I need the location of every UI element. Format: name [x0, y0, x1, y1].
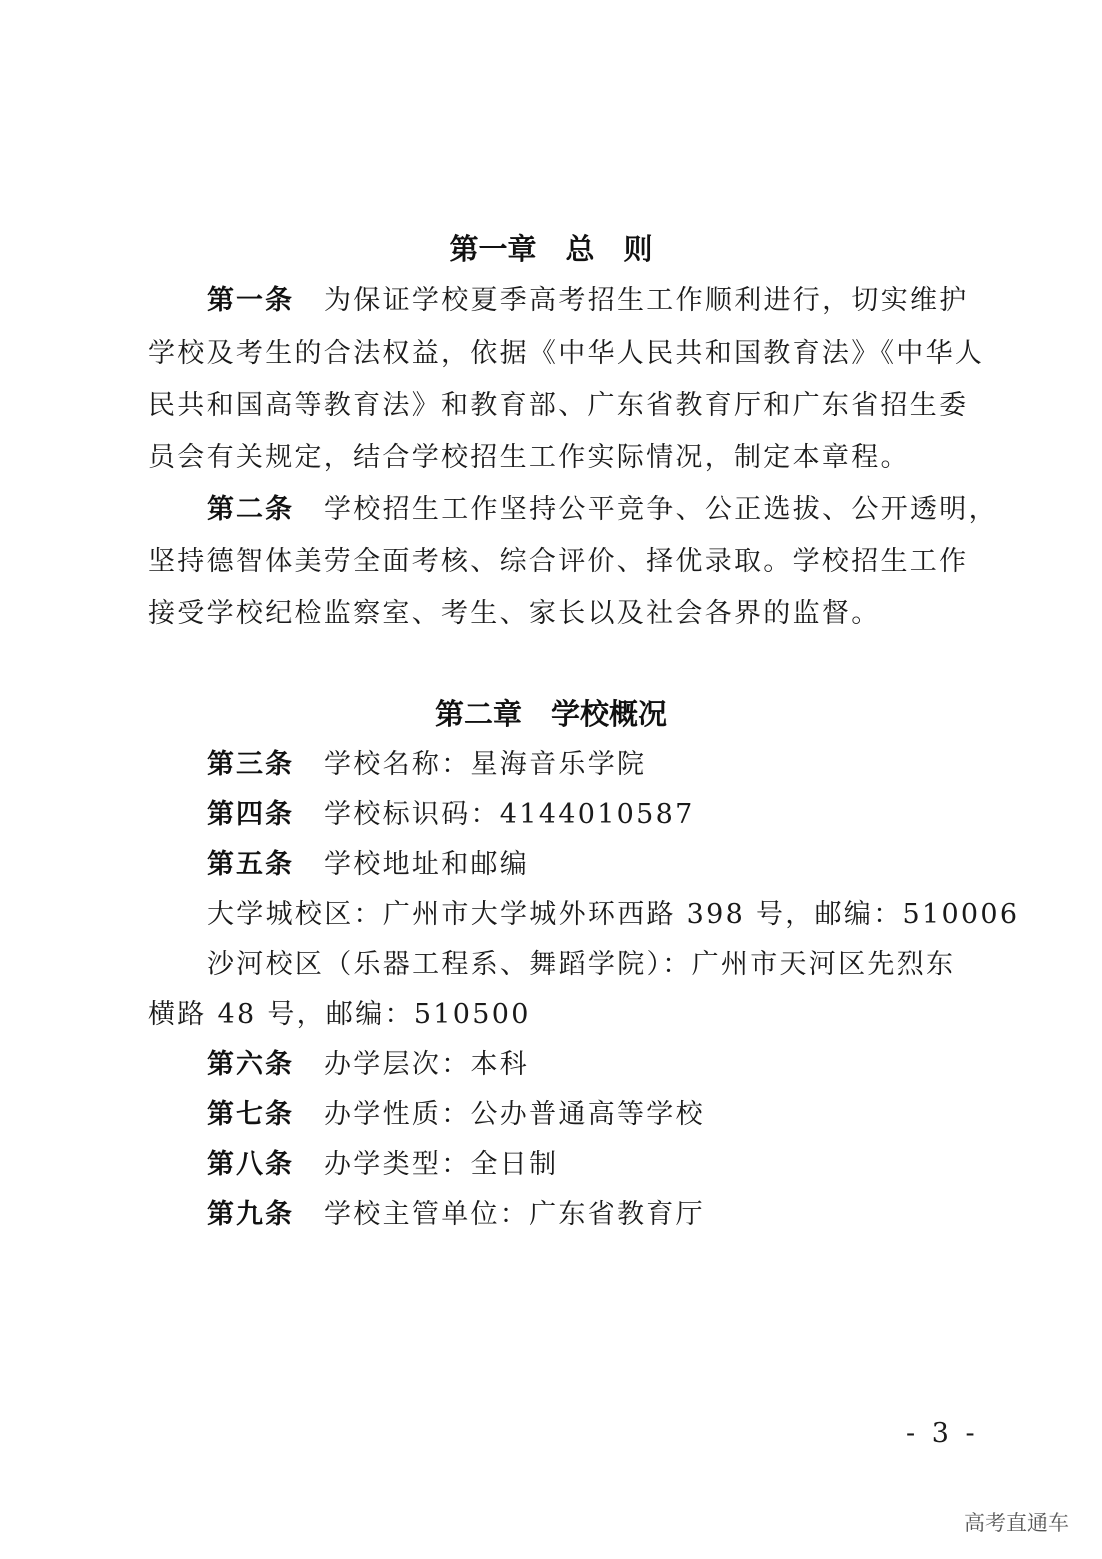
article-2-line-1: [207, 490, 998, 530]
article-2-line-2: 坚持德智体美劳全面考核、综合评价、择优录取。学校招生工作: [148, 546, 969, 577]
article-8-label: 第八条: [207, 1149, 294, 1180]
article-1-text: 为保证学校夏季高考招生工作顺利进行，切实维护: [324, 285, 969, 316]
chapter-2-title: 第二章 学校概况: [434, 697, 667, 731]
article-1-line-1: [207, 281, 967, 321]
article-9-text: 学校主管单位：广东省教育厅: [324, 1199, 705, 1230]
article-7-label: 第七条: [207, 1099, 294, 1130]
article-1-label: 第一条: [207, 285, 294, 316]
article-4: [207, 795, 967, 835]
article-6-text: 办学层次：本科: [324, 1049, 530, 1080]
article-9: [207, 1195, 967, 1235]
article-1-line-2: 学校及考生的合法权益，依据《中华人民共和国教育法》《中华人: [148, 338, 985, 369]
article-2-line-3: 接受学校纪检监察室、考生、家长以及社会各界的监督。: [148, 598, 881, 629]
article-1-line-3: 民共和国高等教育法》和教育部、广东省教育厅和广东省招生委: [148, 390, 969, 421]
campus-university-town: 大学城校区：广州市大学城外环西路 398 号，邮编：510006: [207, 899, 1020, 930]
article-5-label: 第五条: [207, 849, 294, 880]
campus-shahe-line-1: 沙河校区（乐器工程系、舞蹈学院）：广州市天河区先烈东: [207, 949, 956, 980]
article-7-text: 办学性质：公办普通高等学校: [324, 1099, 705, 1130]
article-8-text: 办学类型：全日制: [324, 1149, 559, 1180]
campus-shahe-line-2: 横路 48 号，邮编：510500: [148, 999, 531, 1030]
article-9-label: 第九条: [207, 1199, 294, 1230]
article-4-label: 第四条: [207, 799, 294, 830]
article-6-label: 第六条: [207, 1049, 294, 1080]
article-2-label: 第二条: [207, 494, 294, 525]
article-4-text: 学校标识码：4144010587: [324, 799, 695, 830]
article-2-text: 学校招生工作坚持公平竞争、公正选拔、公开透明，: [324, 494, 998, 525]
article-7: [207, 1095, 967, 1135]
article-5-text: 学校地址和邮编: [324, 849, 530, 880]
watermark-text: 高考直通车: [964, 1511, 1069, 1535]
chapter-1-title: 第一章 总 则: [449, 232, 653, 266]
article-3-text: 学校名称：星海音乐学院: [324, 749, 647, 780]
article-5: [207, 845, 967, 885]
page-number: - 3 -: [906, 1418, 979, 1449]
article-8: [207, 1145, 967, 1185]
article-3: [207, 745, 967, 785]
article-3-label: 第三条: [207, 749, 294, 780]
article-1-line-4: 员会有关规定，结合学校招生工作实际情况，制定本章程。: [148, 442, 910, 473]
article-6: [207, 1045, 967, 1085]
